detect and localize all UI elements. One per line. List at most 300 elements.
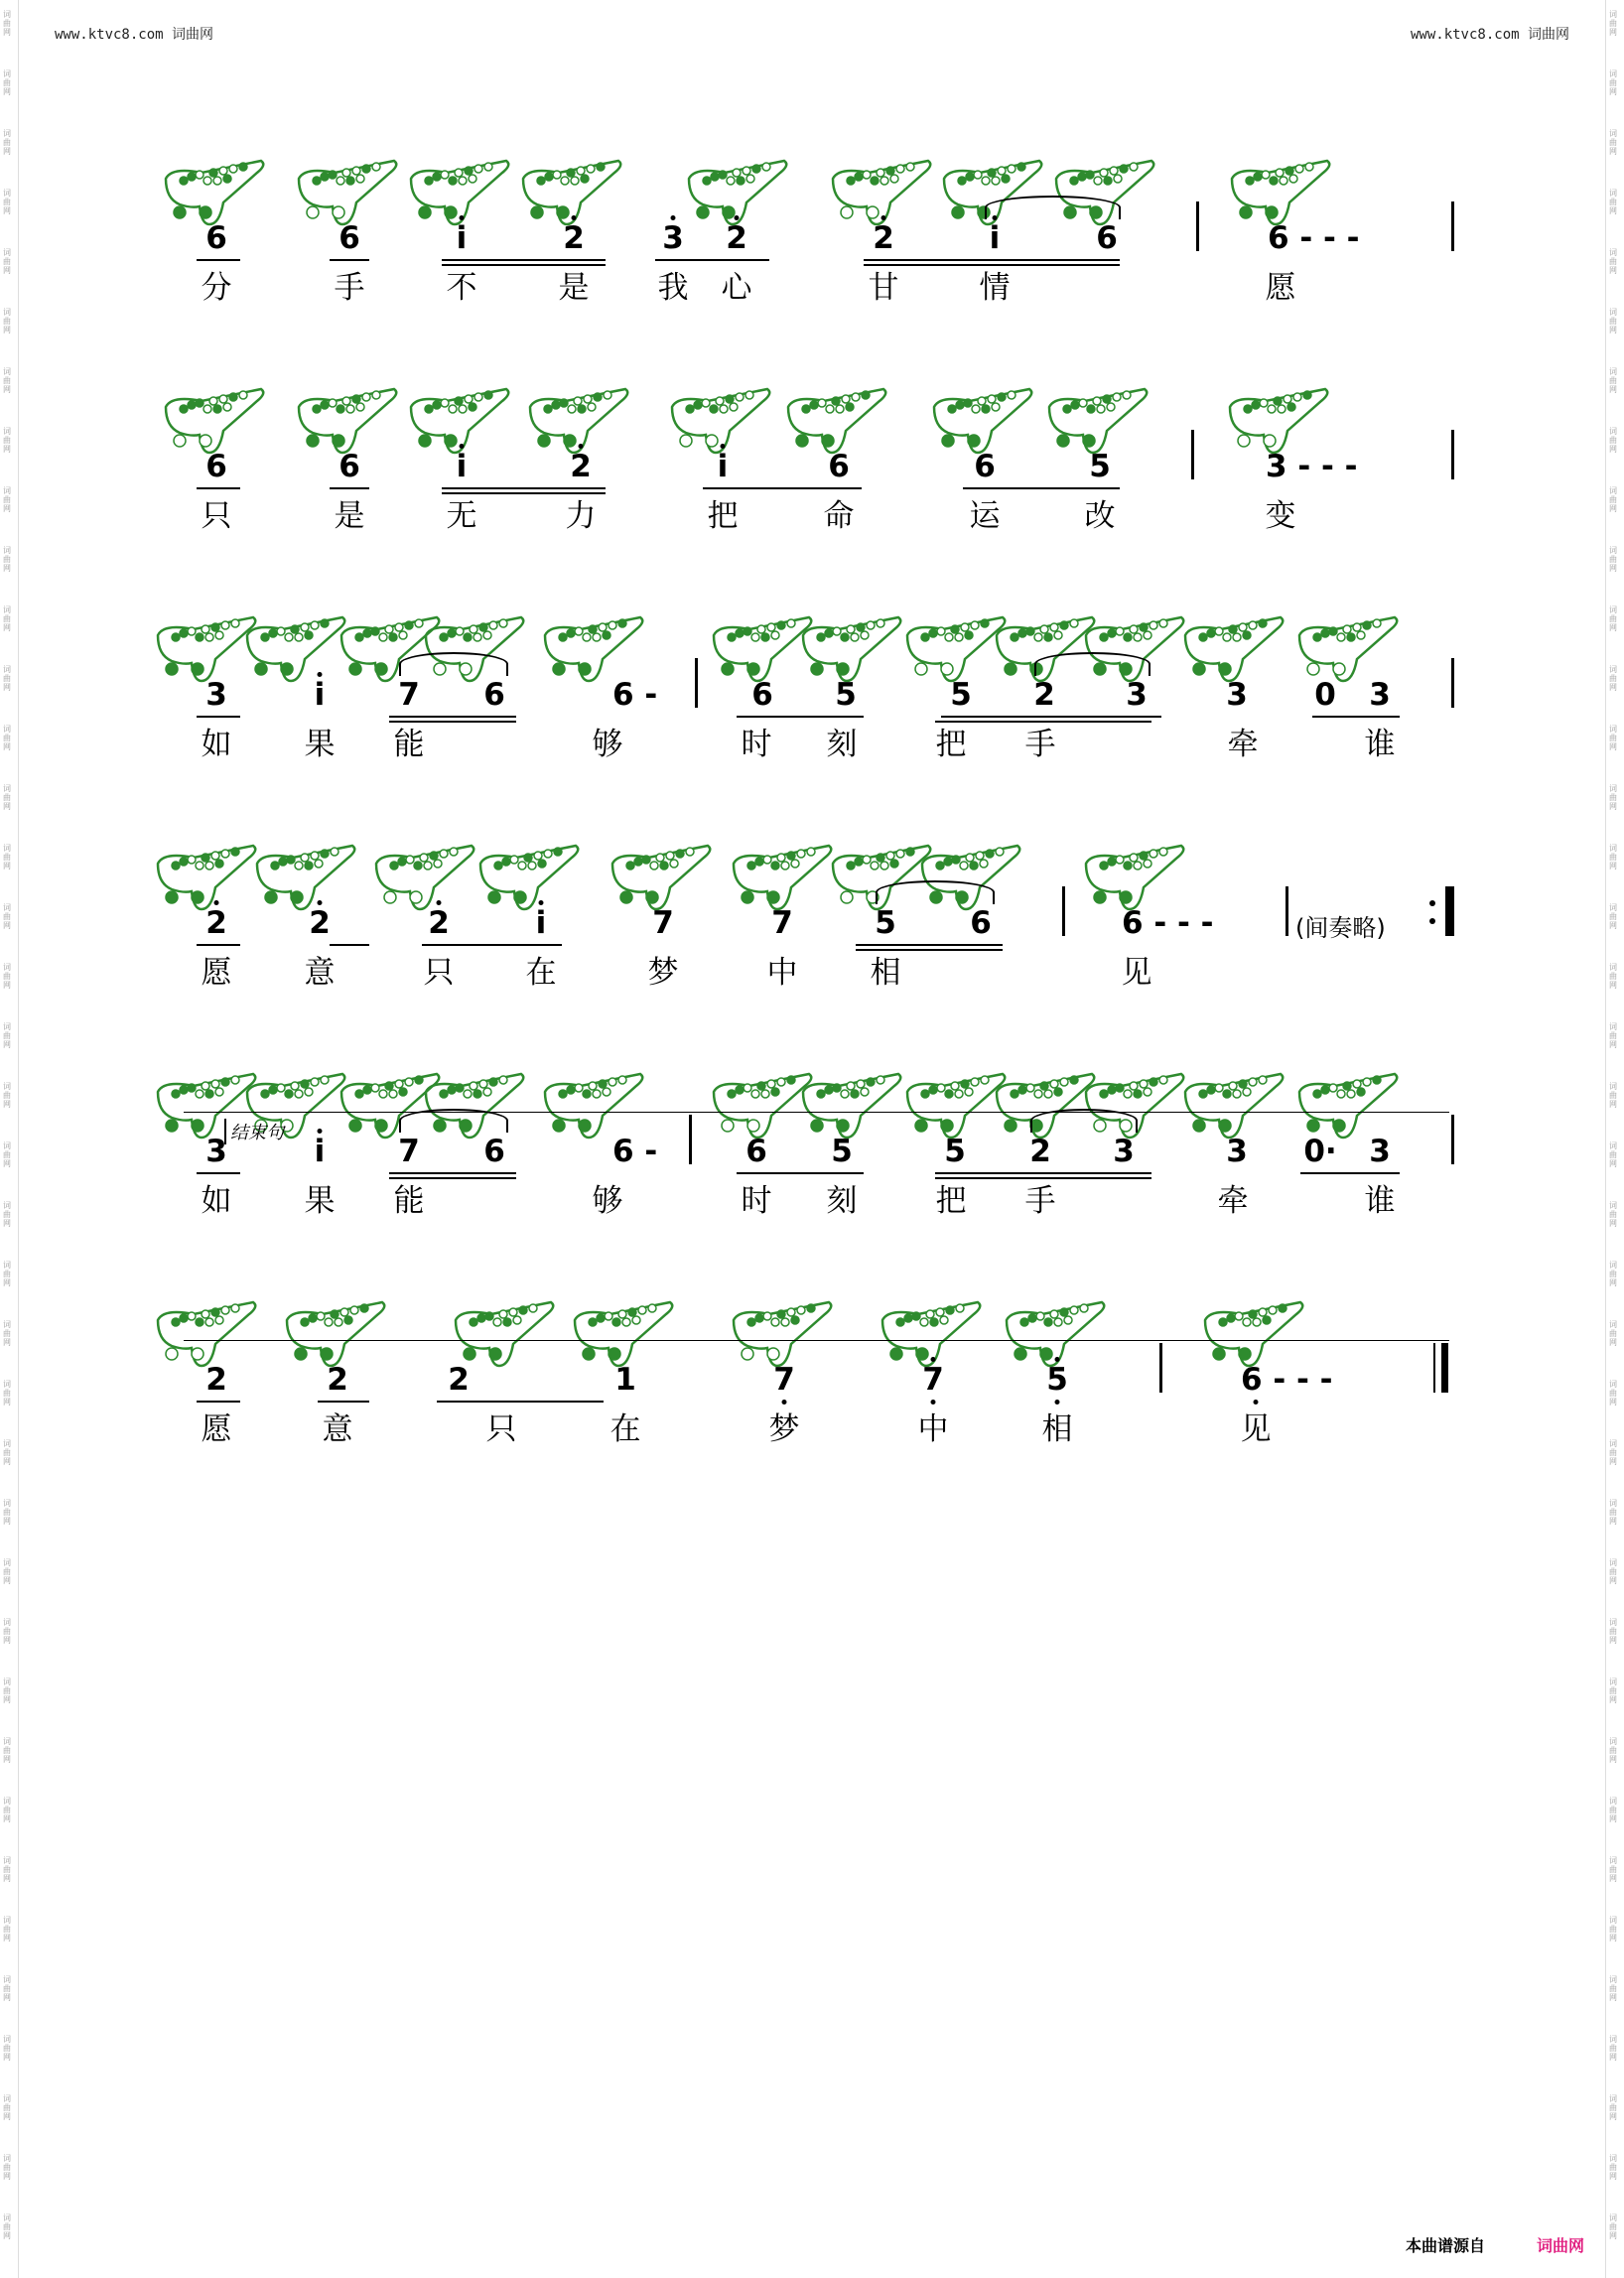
beam-underline (330, 487, 369, 489)
barline (1286, 886, 1288, 936)
side-watermark-text: 词曲网 (1609, 1082, 1617, 1109)
lyric: 够 (592, 1183, 623, 1219)
note: 3 (205, 1134, 227, 1169)
note: 2 (448, 1362, 470, 1398)
beam-underline (655, 259, 769, 261)
ending-label: 结束句 (224, 1119, 284, 1144)
lyric: 心 (721, 270, 752, 306)
note: 2 (205, 905, 227, 941)
side-watermark-text: 词曲网 (1609, 1380, 1617, 1407)
lyric: 如 (201, 1183, 232, 1219)
note: 6 (338, 449, 360, 484)
side-watermark-text: 词曲网 (1609, 1558, 1617, 1585)
side-watermark-text: 词曲网 (1609, 1677, 1617, 1704)
note: 2 (1029, 1134, 1051, 1169)
side-watermark-text: 词曲网 (3, 367, 11, 394)
lyric: 果 (304, 1183, 336, 1219)
ocarina-fingering-icon (730, 1300, 839, 1370)
note: 6 (483, 1134, 505, 1169)
score-row (0, 392, 1624, 591)
high-octave-dot (214, 900, 219, 905)
lyric: 谁 (1364, 1183, 1396, 1219)
note: 3 (205, 677, 227, 713)
side-watermark-text: 词曲网 (1609, 367, 1617, 394)
beam-underline (941, 716, 1161, 718)
lyric: 手 (1024, 727, 1056, 762)
beam-underline (389, 1172, 516, 1174)
lyric: 在 (609, 1411, 641, 1447)
note: 2 (1033, 677, 1055, 713)
high-octave-dot (721, 444, 726, 449)
note: 5 (944, 1134, 966, 1169)
side-watermark-text: 词曲网 (3, 1499, 11, 1526)
side-watermark-text: 词曲网 (3, 665, 11, 692)
beam-underline (963, 487, 1120, 489)
side-watermark-text: 词曲网 (1609, 725, 1617, 751)
header-right (1411, 24, 1569, 44)
repeat-dot (1429, 900, 1435, 906)
note: i (717, 449, 729, 484)
lyric: 谁 (1364, 727, 1396, 762)
beam-underline (318, 1401, 369, 1403)
high-octave-dot (318, 900, 323, 905)
lyric: 中 (917, 1411, 949, 1447)
ocarina-fingering-icon (295, 387, 404, 457)
side-watermark-text: 词曲网 (3, 1201, 11, 1228)
lyric: 手 (334, 270, 365, 306)
repeat-end-barline (1445, 886, 1452, 936)
note: 2 (873, 220, 894, 256)
side-watermark-text: 词曲网 (3, 1677, 11, 1704)
side-watermark-text: 词曲网 (3, 1975, 11, 2002)
ocarina-fingering-icon (1181, 615, 1290, 685)
ocarina-fingering-icon (1295, 1072, 1405, 1141)
side-watermark-text: 词曲网 (1609, 1618, 1617, 1645)
high-octave-dot (671, 215, 676, 220)
lyric: 手 (1024, 1183, 1056, 1219)
side-watermark-text: 词曲网 (1609, 1856, 1617, 1883)
score-row (0, 164, 1624, 362)
ocarina-fingering-icon (685, 159, 794, 228)
score-row (0, 620, 1624, 819)
side-watermark-text: 词曲网 (1609, 1737, 1617, 1764)
lyric: 梦 (647, 955, 679, 991)
score-row (0, 849, 1624, 1047)
beam-underline (197, 1172, 240, 1174)
side-watermark-text: 词曲网 (3, 189, 11, 215)
note: i (456, 220, 468, 256)
beam-underline-double (389, 1177, 516, 1179)
beam-underline (437, 1401, 604, 1403)
beam-underline (330, 944, 369, 946)
note: 6 (483, 677, 505, 713)
side-watermark-text: 词曲网 (3, 725, 11, 751)
lyric: 能 (393, 727, 425, 762)
low-octave-dot (1254, 1400, 1259, 1405)
lyric: 只 (485, 1411, 517, 1447)
lyric: 愿 (201, 955, 232, 991)
note: 6 (828, 449, 850, 484)
note: 6 (751, 677, 773, 713)
note: 6 (205, 449, 227, 484)
side-watermark-text: 词曲网 (3, 844, 11, 871)
lyric: 如 (201, 727, 232, 762)
note: 0· (1303, 1134, 1337, 1169)
lyric: 把 (935, 727, 967, 762)
ocarina-fingering-icon (162, 387, 271, 457)
lyric: 是 (334, 498, 365, 534)
ocarina-fingering-icon (476, 844, 586, 913)
side-watermark-text: 词曲网 (3, 2035, 11, 2062)
ocarina-fingering-icon (1226, 387, 1335, 457)
ocarina-fingering-icon (283, 1300, 392, 1370)
side-watermark-text: 词曲网 (3, 69, 11, 96)
note: 3 (662, 220, 684, 256)
side-watermark-text: 词曲网 (3, 1082, 11, 1109)
beam-underline (935, 1172, 1151, 1174)
final-barline-thin (1433, 1343, 1435, 1393)
beam-underline (330, 259, 369, 261)
tie-slur (399, 1109, 508, 1133)
lyric: 不 (446, 270, 477, 306)
barline (1451, 1115, 1454, 1164)
high-octave-dot (318, 672, 323, 677)
side-watermark-text: 词曲网 (1609, 308, 1617, 335)
barline (1451, 430, 1454, 479)
note: i (314, 677, 326, 713)
side-watermark-text: 词曲网 (3, 2094, 11, 2121)
beam-underline (389, 716, 516, 718)
side-watermark-text: 词曲网 (1609, 903, 1617, 930)
lyric: 相 (870, 955, 901, 991)
high-octave-dot (460, 444, 465, 449)
note: 6 (1096, 220, 1118, 256)
site-url-right: www.ktvc8.com (1410, 27, 1520, 43)
ocarina-fingering-icon (154, 1300, 263, 1370)
side-watermark-text: 词曲网 (1609, 1261, 1617, 1287)
ocarina-fingering-icon (609, 844, 718, 913)
side-watermark-text: 词曲网 (3, 1737, 11, 1764)
side-watermark-text: 词曲网 (3, 1380, 11, 1407)
side-watermark-text: 词曲网 (3, 486, 11, 513)
note: 7 (773, 1362, 795, 1398)
high-octave-dot (572, 215, 577, 220)
note: 7 (771, 905, 793, 941)
lyric: 只 (423, 955, 455, 991)
note: 2 (205, 1362, 227, 1398)
note: 5 (835, 677, 857, 713)
side-watermark-text: 词曲网 (3, 1916, 11, 1943)
note: 6 (974, 449, 996, 484)
note: i (989, 220, 1001, 256)
ocarina-fingering-icon (162, 159, 271, 228)
note: 0 (1314, 677, 1336, 713)
ocarina-fingering-icon (1181, 1072, 1290, 1141)
lyric: 愿 (201, 1411, 232, 1447)
lyric: 改 (1084, 498, 1116, 534)
side-watermark-text: 词曲网 (1609, 2154, 1617, 2181)
note: 3 - - - (1266, 449, 1358, 484)
high-octave-dot (735, 215, 740, 220)
high-octave-dot (1055, 1357, 1060, 1362)
note: 5 (950, 677, 972, 713)
lyric: 牵 (1227, 727, 1259, 762)
side-watermark-text: 词曲网 (1609, 1320, 1617, 1347)
side-watermark-text: 词曲网 (3, 1797, 11, 1823)
lyric: 把 (707, 498, 739, 534)
ocarina-fingering-icon (1082, 844, 1191, 913)
beam-underline (422, 944, 562, 946)
lyric: 见 (1121, 955, 1152, 991)
lyric: 够 (592, 727, 623, 762)
lyric: 在 (525, 955, 557, 991)
side-watermark-text: 词曲网 (3, 1261, 11, 1287)
note: 2 (327, 1362, 348, 1398)
side-watermark-text: 词曲网 (3, 1320, 11, 1347)
note: i (456, 449, 468, 484)
repeat-dot (1429, 918, 1435, 924)
barline (689, 1115, 692, 1164)
lyric: 意 (304, 955, 336, 991)
lyric: 相 (1041, 1411, 1073, 1447)
beam-underline-double (856, 949, 1003, 951)
ocarina-fingering-icon (541, 615, 650, 685)
ocarina-fingering-icon (1295, 615, 1405, 685)
side-watermark-text: 词曲网 (1609, 546, 1617, 573)
ocarina-fingering-icon (1228, 159, 1337, 228)
beam-underline (197, 487, 240, 489)
side-watermark-text: 词曲网 (3, 1558, 11, 1585)
note: 6 - (612, 677, 658, 713)
beam-underline (197, 944, 240, 946)
note: i (314, 1134, 326, 1169)
side-watermark-text: 词曲网 (1609, 1022, 1617, 1049)
side-watermark-text: 词曲网 (1609, 2035, 1617, 2062)
high-octave-dot (318, 1129, 323, 1134)
ocarina-fingering-icon (930, 387, 1039, 457)
side-watermark-text: 词曲网 (3, 2154, 11, 2181)
side-watermark-text: 词曲网 (3, 903, 11, 930)
beam-underline-double (389, 721, 516, 723)
lyric: 分 (201, 270, 232, 306)
lyric: 中 (766, 955, 798, 991)
note: 5 (831, 1134, 853, 1169)
tie-slur (876, 880, 995, 904)
note: 3 (1126, 677, 1148, 713)
side-watermark-text: 词曲网 (1609, 189, 1617, 215)
lyric: 愿 (1265, 270, 1296, 306)
side-watermark-text: 词曲网 (3, 605, 11, 632)
note: i (535, 905, 547, 941)
lyric: 牵 (1217, 1183, 1249, 1219)
side-watermark-text: 词曲网 (1609, 2213, 1617, 2240)
note: 3 (1226, 677, 1248, 713)
side-watermark-text: 词曲网 (3, 2213, 11, 2240)
tie-slur (985, 196, 1121, 219)
side-watermark-text: 词曲网 (1609, 665, 1617, 692)
beam-underline-double (442, 264, 606, 266)
side-watermark-text: 词曲网 (3, 546, 11, 573)
side-watermark-text: 词曲网 (1609, 486, 1617, 513)
beam-underline (737, 716, 864, 718)
high-octave-dot (931, 1357, 936, 1362)
lyric: 梦 (768, 1411, 800, 1447)
side-watermark-text: 词曲网 (3, 427, 11, 454)
note: 7 (922, 1362, 944, 1398)
beam-underline (1300, 1172, 1400, 1174)
note: 5 (1046, 1362, 1068, 1398)
side-watermark-text: 词曲网 (3, 1439, 11, 1466)
footer-source-label: 本曲谱源自 (1405, 2236, 1485, 2255)
note: 6 - - - (1268, 220, 1360, 256)
side-watermark-text: 词曲网 (1609, 605, 1617, 632)
barline (1062, 886, 1065, 936)
ocarina-fingering-icon (541, 1072, 650, 1141)
ocarina-fingering-icon (730, 844, 839, 913)
ocarina-fingering-icon (1201, 1300, 1310, 1370)
low-octave-dot (1055, 1400, 1060, 1405)
lyric: 只 (201, 498, 232, 534)
lyric: 果 (304, 727, 336, 762)
note: 6 - - - (1241, 1362, 1333, 1398)
note: 2 (726, 220, 747, 256)
brand-left: 词曲网 (172, 27, 214, 43)
high-octave-dot (579, 444, 584, 449)
note: 3 (1113, 1134, 1135, 1169)
side-watermark-text: 词曲网 (1609, 10, 1617, 37)
footer-source (1406, 2233, 1485, 2256)
footer-source-brand: 词曲网 (1536, 2236, 1584, 2255)
ocarina-fingering-icon (154, 844, 263, 913)
side-watermark-text: 词曲网 (1609, 1916, 1617, 1943)
note: 6 - (612, 1134, 658, 1169)
beam-underline (703, 487, 862, 489)
lyric: 运 (969, 498, 1001, 534)
beam-underline-double (442, 492, 606, 494)
note: 3 (1226, 1134, 1248, 1169)
tie-slur (1034, 652, 1150, 676)
lyric: 刻 (826, 1183, 858, 1219)
side-watermark-text: 词曲网 (1609, 69, 1617, 96)
barline (1196, 201, 1199, 251)
final-barline-thick (1441, 1343, 1448, 1393)
side-watermark-text: 词曲网 (3, 1141, 11, 1168)
beam-underline (864, 259, 1120, 261)
interlude-label: (间奏略) (1295, 914, 1386, 942)
side-watermark-text: 词曲网 (3, 784, 11, 811)
lyric: 变 (1265, 498, 1296, 534)
tie-slur (399, 652, 508, 676)
note: 2 (570, 449, 592, 484)
ocarina-fingering-icon (372, 844, 481, 913)
lyric: 把 (935, 1183, 967, 1219)
ocarina-fingering-icon (784, 387, 893, 457)
side-watermark-text: 词曲网 (3, 1022, 11, 1049)
side-watermark-text: 词曲网 (3, 963, 11, 990)
note: 6 (338, 220, 360, 256)
low-octave-dot (782, 1400, 787, 1405)
ocarina-fingering-icon (452, 1300, 561, 1370)
side-watermark-text: 词曲网 (1609, 1797, 1617, 1823)
note: 2 (428, 905, 450, 941)
barline (1451, 201, 1454, 251)
staff-line (184, 1340, 1449, 1341)
score-row (0, 1077, 1624, 1275)
ocarina-fingering-icon (799, 1072, 908, 1141)
side-watermark-text: 词曲网 (1609, 1141, 1617, 1168)
note: 7 (398, 677, 420, 713)
barline (1191, 430, 1194, 479)
side-watermark-text: 词曲网 (1609, 1439, 1617, 1466)
note: 6 (205, 220, 227, 256)
beam-underline (197, 1401, 240, 1403)
barline (1451, 658, 1454, 708)
note: 5 (1089, 449, 1111, 484)
ocarina-fingering-icon (253, 844, 362, 913)
lyric: 刻 (826, 727, 858, 762)
note: 2 (309, 905, 331, 941)
header-left (55, 24, 213, 44)
side-watermark-text: 词曲网 (3, 129, 11, 156)
brand-right: 词曲网 (1528, 27, 1569, 43)
side-watermark-text: 词曲网 (1609, 1499, 1617, 1526)
side-watermark-text: 词曲网 (3, 10, 11, 37)
lyric: 情 (979, 270, 1011, 306)
side-watermark-text: 词曲网 (1609, 963, 1617, 990)
lyric: 无 (446, 498, 477, 534)
beam-underline-double (864, 264, 1120, 266)
side-watermark-text: 词曲网 (3, 1618, 11, 1645)
ocarina-fingering-icon (243, 615, 352, 685)
lyric: 力 (565, 498, 597, 534)
ocarina-fingering-icon (1045, 387, 1154, 457)
note: 5 (875, 905, 896, 941)
note: 3 (1369, 677, 1391, 713)
lyric: 甘 (868, 270, 899, 306)
beam-underline (1312, 716, 1400, 718)
note: 7 (652, 905, 674, 941)
barline (695, 658, 698, 708)
lyric: 时 (741, 727, 772, 762)
side-watermark-text: 词曲网 (3, 308, 11, 335)
side-watermark-text: 词曲网 (1609, 1975, 1617, 2002)
beam-underline-double (935, 1177, 1151, 1179)
side-watermark-text: 词曲网 (3, 248, 11, 275)
lyric: 命 (823, 498, 855, 534)
side-watermark-text: 词曲网 (1609, 2094, 1617, 2121)
side-watermark-text: 词曲网 (3, 1856, 11, 1883)
high-octave-dot (437, 900, 442, 905)
note: 6 - - - (1122, 905, 1214, 941)
tie-slur (1030, 1109, 1138, 1133)
lyric: 能 (393, 1183, 425, 1219)
note: 1 (614, 1362, 636, 1398)
note: 2 (563, 220, 585, 256)
note: 6 (970, 905, 992, 941)
beam-underline (856, 944, 1003, 946)
beam-underline (442, 259, 606, 261)
note: 7 (398, 1134, 420, 1169)
side-watermark-text: 词曲网 (1609, 248, 1617, 275)
beam-underline (442, 487, 606, 489)
ocarina-fingering-icon (571, 1300, 680, 1370)
side-watermark-text: 词曲网 (1609, 1201, 1617, 1228)
lyric: 见 (1240, 1411, 1272, 1447)
high-octave-dot (993, 215, 998, 220)
staff-line (184, 1112, 1449, 1113)
note: 6 (745, 1134, 767, 1169)
beam-underline (737, 1172, 864, 1174)
